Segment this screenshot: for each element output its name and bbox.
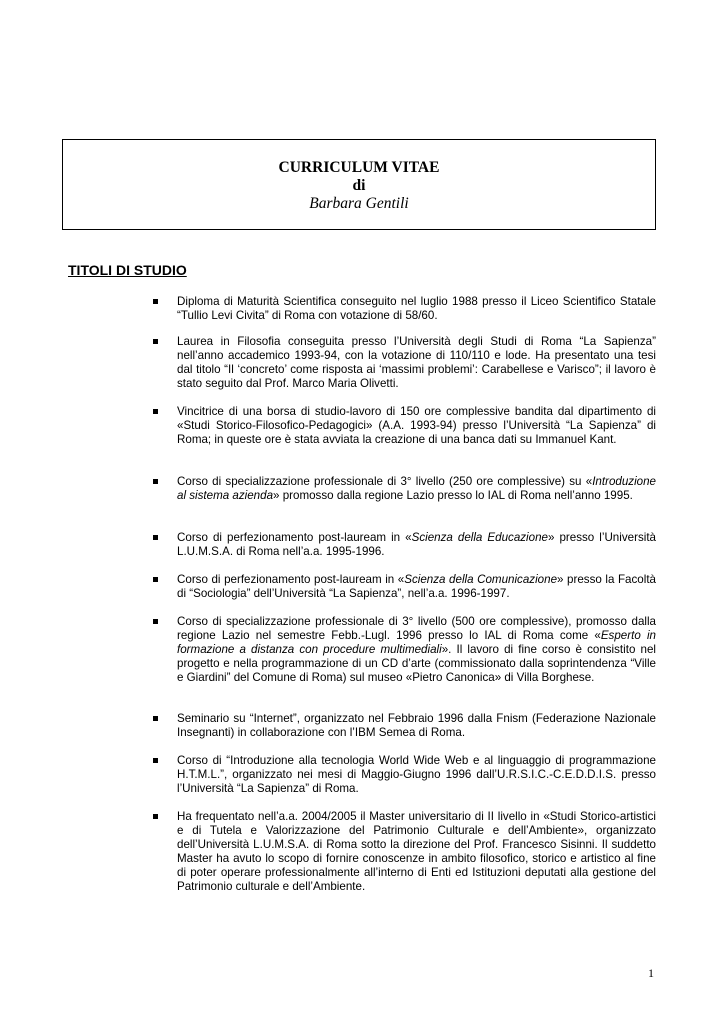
- page-number: 1: [648, 966, 654, 980]
- list-item: Ha frequentato nell’a.a. 2004/2005 il Master universitario di II livello in «Studi Storico-artistici e di Tutela e Valorizzazione del Patrimonio Culturale e dell’Ambiente», organizzato dell’Università L.U.M.S.A. di Roma sotto la direzione del Prof. Francesco Sisinni. Il suddetto Master ha avuto lo scopo di fornire conoscenze in ambito filosofico, storico e artistico al fine di poter operare professionalmente all’interno di Enti ed Istituzioni deputati alla gestione del Patrimonio culturale e dell’Ambiente.: [177, 810, 656, 894]
- title-box: [62, 139, 656, 230]
- bullet-icon: [153, 619, 158, 624]
- list-item: Corso di specializzazione professionale di 3° livello (250 ore complessive) su «Introduzione al sistema azienda» promosso dalla regione Lazio presso lo IAL di Roma nell’anno 1995.: [177, 475, 656, 503]
- bullet-icon: [153, 479, 158, 484]
- title-di: di: [352, 177, 366, 194]
- bullet-icon: [153, 339, 158, 344]
- list-item: Seminario su “Internet”, organizzato nel Febbraio 1996 dalla Fnism (Federazione Nazionale Insegnanti) in collaborazione con l’IBM Semea di Roma.: [177, 712, 656, 740]
- list-item: Vincitrice di una borsa di studio-lavoro di 150 ore complessive bandita dal dipartimento di «Studi Storico-Filosofico-Pedagogici» (A.A. 1993-94) presso l’Università “La Sapienza” di Roma; in queste ore è stata avviata la creazione di una banca dati su Immanuel Kant.: [177, 405, 656, 447]
- list-item: Diploma di Maturità Scientifica conseguito nel luglio 1988 presso il Liceo Scientifico Statale “Tullio Levi Civita” di Roma con votazione di 58/60.: [177, 295, 656, 323]
- bullet-icon: [153, 299, 158, 304]
- list-item: Corso di perfezionamento post-lauream in «Scienza della Educazione» presso l’Università L.U.M.S.A. di Roma nell’a.a. 1995-1996.: [177, 531, 656, 559]
- bullet-icon: [153, 409, 158, 414]
- list-item: Corso di “Introduzione alla tecnologia World Wide Web e al linguaggio di programmazione H.T.M.L.”, organizzato nei mesi di Maggio-Giugno 1996 dall’U.R.S.I.C.-C.E.D.D.I.S. presso l’Università “La Sapienza” di Roma.: [177, 754, 656, 796]
- bullet-icon: [153, 814, 158, 819]
- list-item: Laurea in Filosofia conseguita presso l’Università degli Studi di Roma “La Sapienza” nell’anno accademico 1993-94, con la votazione di 110/110 e lode. Ha presentato una tesi dal titolo “Il ‘concreto’ come risposta ai ‘massimi problemi’: Carabellese e Varisco”; il lavoro è stato seguito dal Prof. Marco Maria Olivetti.: [177, 335, 656, 391]
- bullet-icon: [153, 535, 158, 540]
- document-title: CURRICULUM VITAE: [278, 159, 440, 176]
- list-item: Corso di perfezionamento post-lauream in «Scienza della Comunicazione» presso la Facoltà di “Sociologia” dell’Università “La Sapienza”, nell’a.a. 1996-1997.: [177, 573, 656, 601]
- bullet-icon: [153, 716, 158, 721]
- author-name: Barbara Gentili: [309, 195, 409, 212]
- bullet-icon: [153, 758, 158, 763]
- bullet-icon: [153, 577, 158, 582]
- section-heading: TITOLI DI STUDIO: [68, 262, 187, 278]
- list-item: Corso di specializzazione professionale di 3° livello (500 ore complessive), promosso dalla regione Lazio nel semestre Febb.-Lugl. 1996 presso lo IAL di Roma come «Esperto in formazione a distanza con procedure multimediali». Il lavoro di fine corso è consistito nel progetto e nella programmazione di un CD d’arte (commissionato dalla soprintendenza “Ville e Giardini” del Comune di Roma) sul museo «Pietro Canonica» di Villa Borghese.: [177, 615, 656, 685]
